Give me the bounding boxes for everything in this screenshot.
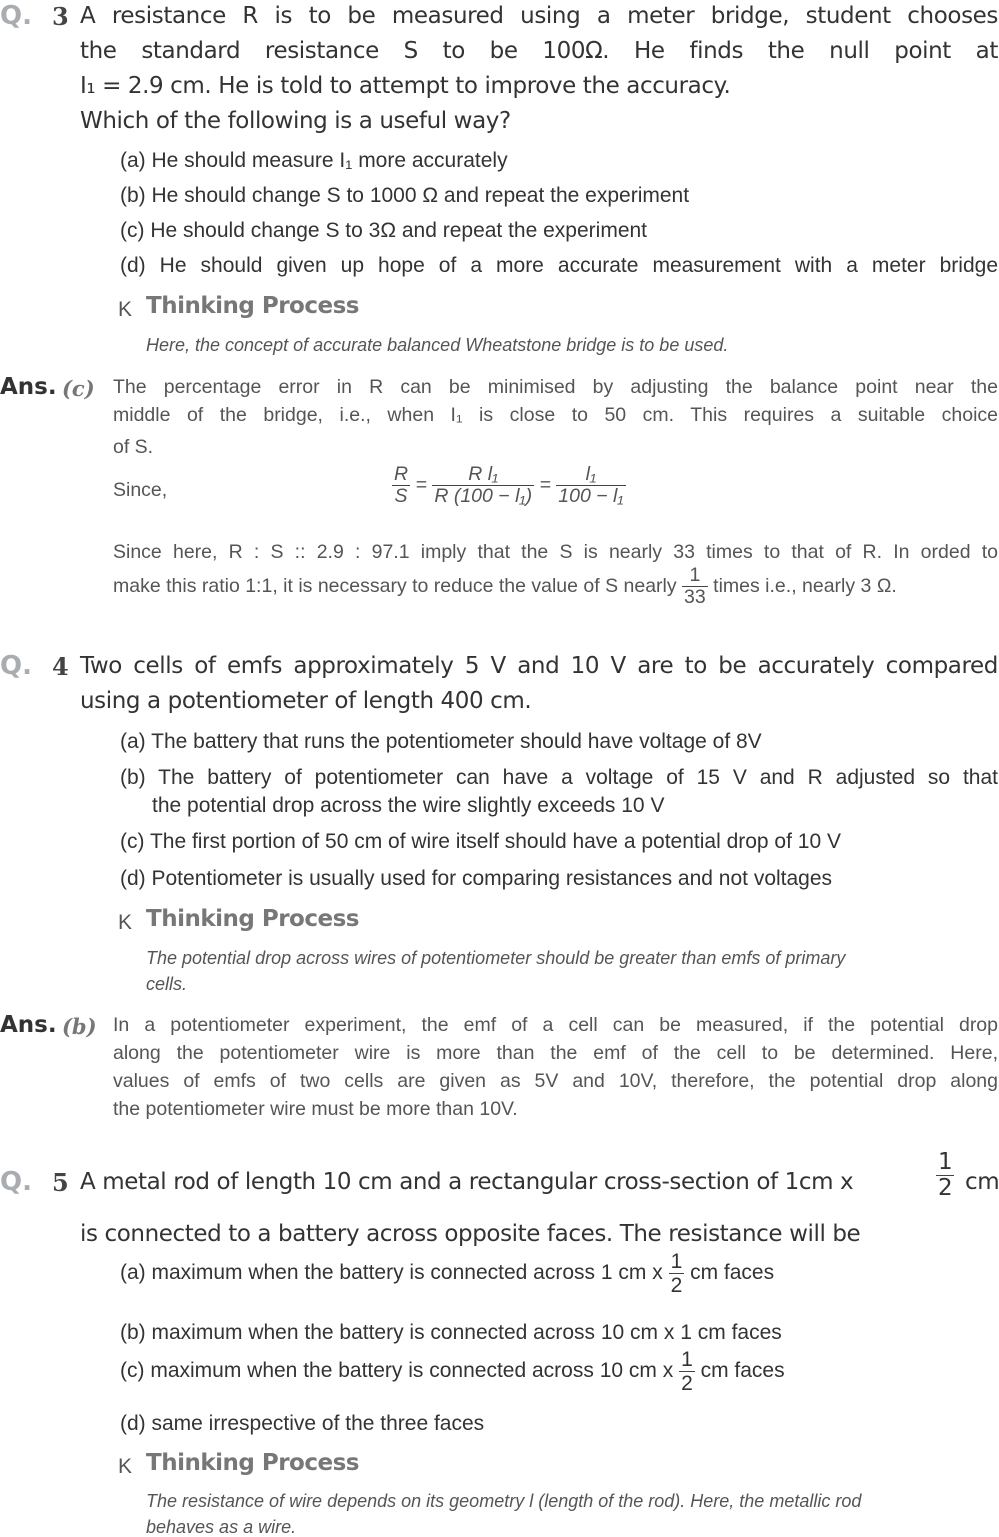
fraction-half <box>936 1150 954 1202</box>
formula-num: R <box>394 463 409 485</box>
option-text: (a) maximum when the battery is connected across 1 cm x <box>120 1261 663 1285</box>
thinking-process-icon: K <box>118 298 133 321</box>
option-c: (c) The first portion of 50 cm of wire itself should have a potential drop of 10 V <box>120 830 841 853</box>
option-d: (d) He should given up hope of a more accurate measurement with a meter bridge <box>120 254 998 277</box>
option-b: (b) He should change S to 1000 Ω and repeat the experiment <box>120 184 690 207</box>
answer-choice: (c) <box>62 376 95 401</box>
question-text: is connected to a battery across opposite faces. The resistance will be <box>80 1221 861 1247</box>
thinking-process-icon: K <box>118 911 133 934</box>
formula-num: l₁ <box>556 464 625 486</box>
option-a <box>120 1250 774 1297</box>
question-text: Which of the following is a useful way? <box>80 108 511 134</box>
thinking-process-title: Thinking Process <box>146 1450 359 1476</box>
equals: = <box>539 474 551 497</box>
answer-text: Since here, R : S :: 2.9 : 97.1 imply that the S is nearly 33 times to that of R. In orded to <box>113 541 998 563</box>
formula-den: S <box>394 485 408 508</box>
question-number: 3 <box>52 2 69 31</box>
thinking-process-title: Thinking Process <box>146 906 359 932</box>
option-c: (c) He should change S to 3Ω and repeat the experiment <box>120 219 648 242</box>
thinking-process-text: The resistance of wire depends on its geometry l (length of the rod). Here, the metallic rod <box>146 1491 862 1511</box>
question-number: 4 <box>52 652 69 681</box>
fraction-num: 1 <box>670 1250 683 1273</box>
answer-text-part: make this ratio 1:1, it is necessary to reduce the value of S nearly <box>113 575 677 598</box>
fraction-num: 1 <box>681 1348 693 1371</box>
fraction-den: 2 <box>681 1372 693 1396</box>
answer-label: Ans. <box>0 374 57 400</box>
question-text: A resistance R is to be measured using a meter bridge, student chooses <box>80 3 998 29</box>
thinking-process-text: The potential drop across wires of potentiometer should be greater than emfs of primary <box>146 948 846 968</box>
thinking-process-title: Thinking Process <box>146 293 359 319</box>
answer-text: The percentage error in R can be minimised by adjusting the balance point near the <box>113 376 998 398</box>
thinking-process-text: cells. <box>146 974 188 994</box>
option-c <box>120 1348 785 1395</box>
answer-choice: (b) <box>62 1014 97 1039</box>
thinking-process-text: Here, the concept of accurate balanced Wheatstone bridge is to be used. <box>146 335 729 355</box>
fraction-den: 2 <box>938 1175 953 1202</box>
question-text: using a potentiometer of length 400 cm. <box>80 688 532 714</box>
answer-text: the potentiometer wire must be more than 10V. <box>113 1098 518 1120</box>
question-text: the standard resistance S to be 100Ω. He finds the null point at <box>80 38 998 64</box>
thinking-process-text: behaves as a wire. <box>146 1517 297 1537</box>
fraction-num: 1 <box>938 1149 953 1175</box>
answer-text: In a potentiometer experiment, the emf of a cell can be measured, if the potential drop <box>113 1014 998 1036</box>
answer-text: of S. <box>113 436 154 458</box>
answer-text: middle of the bridge, i.e., when I₁ is close to 50 cm. This requires a suitable choice <box>113 404 998 426</box>
question-icon: Q. <box>0 1 32 31</box>
fraction-num: 1 <box>682 565 708 587</box>
fraction-den: 33 <box>684 586 706 609</box>
answer-text: values of emfs of two cells are given as 5V and 10V, therefore, the potential drop along <box>113 1070 998 1092</box>
formula-den: R (100 − l₁) <box>434 485 533 508</box>
equals: = <box>415 474 427 497</box>
answer-text-part: times i.e., nearly 3 Ω. <box>713 575 897 598</box>
thinking-process-icon: K <box>118 1455 133 1478</box>
option-text: cm faces <box>700 1359 785 1383</box>
formula-den: 100 − l₁ <box>558 485 624 508</box>
option-text: (c) maximum when the battery is connected across 10 cm x <box>120 1359 674 1383</box>
question-icon: Q. <box>0 651 32 681</box>
since-label: Since, <box>113 479 168 501</box>
option-a: (a) The battery that runs the potentiometer should have voltage of 8V <box>120 730 762 753</box>
option-d: (d) Potentiometer is usually used for comparing resistances and not voltages <box>120 867 833 890</box>
question-text: cm <box>965 1169 999 1195</box>
answer-text <box>113 565 897 609</box>
option-text: cm faces <box>690 1261 775 1285</box>
answer-label: Ans. <box>0 1012 57 1038</box>
question-text: A metal rod of length 10 cm and a rectangular cross-section of 1cm x <box>80 1169 854 1195</box>
option-b: (b) The battery of potentiometer can have a voltage of 15 V and R adjusted so that <box>120 766 998 789</box>
option-d: (d) same irrespective of the three faces <box>120 1412 485 1435</box>
option-a: (a) He should measure I₁ more accurately <box>120 149 508 172</box>
option-b: (b) maximum when the battery is connected across 10 cm x 1 cm faces <box>120 1321 782 1344</box>
option-b-cont: the potential drop across the wire slightly exceeds 10 V <box>152 794 665 817</box>
fraction-den: 2 <box>670 1274 683 1298</box>
answer-text: along the potentiometer wire is more than the emf of the cell to be determined. Here, <box>113 1042 998 1064</box>
question-icon: Q. <box>0 1167 32 1197</box>
question-text: Two cells of emfs approximately 5 V and 10 V are to be accurately compared <box>80 653 998 679</box>
question-number: 5 <box>52 1168 69 1197</box>
formula <box>392 464 626 508</box>
question-text: I₁ = 2.9 cm. He is told to attempt to improve the accuracy. <box>80 73 731 99</box>
formula-num: R l₁ <box>432 464 534 486</box>
